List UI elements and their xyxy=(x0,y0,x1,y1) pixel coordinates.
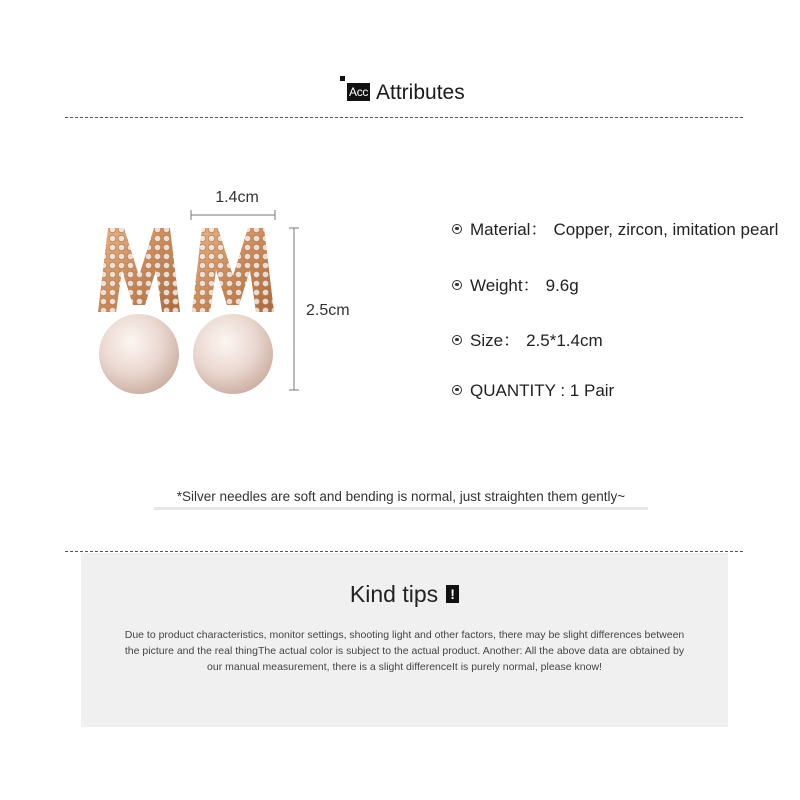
attribute-label: Size： xyxy=(470,331,521,350)
width-dimension-line xyxy=(191,210,275,220)
exclamation-icon: ! xyxy=(446,585,459,603)
attribute-value: Copper, zircon, imitation pearl xyxy=(553,220,779,239)
header-badge: Acc xyxy=(349,85,369,99)
attribute-weight xyxy=(452,275,579,297)
bottom-divider xyxy=(65,551,743,552)
bullet-icon xyxy=(452,224,462,234)
kind-tips-text: Due to product characteristics, monitor settings, shooting light and other factors, there may be slight differences between the picture and the real thingThe actual color is subject to the actual product. Another: All the above data are obtained by our manual measurement, there is a slight differenceIt is purely normal, please know! xyxy=(124,629,685,673)
left-earring xyxy=(98,228,180,394)
attribute-material xyxy=(452,219,778,241)
bullet-icon xyxy=(452,335,462,345)
product-image xyxy=(90,180,370,410)
attribute-label: Weight： xyxy=(470,276,540,295)
silver-needle-note: *Silver needles are soft and bending is normal, just straighten them gently~ xyxy=(154,487,648,510)
attribute-label: Material： xyxy=(470,220,548,239)
kind-tips-title-text: Kind tips xyxy=(349,581,439,607)
attribute-size xyxy=(452,330,603,352)
kind-tips-title xyxy=(81,581,728,608)
width-label: 1.4cm xyxy=(215,189,259,206)
height-label: 2.5cm xyxy=(306,302,350,319)
attribute-value: 2.5*1.4cm xyxy=(526,331,603,350)
bullet-icon xyxy=(452,385,462,395)
attribute-quantity xyxy=(452,380,614,402)
section-title: Attributes xyxy=(376,81,465,104)
right-earring xyxy=(192,228,274,394)
height-dimension-line xyxy=(289,228,299,390)
attribute-value: 9.6g xyxy=(545,276,579,295)
top-divider xyxy=(65,117,743,118)
header-dot xyxy=(340,76,345,81)
attribute-label: QUANTITY : 1 Pair xyxy=(470,381,615,400)
bullet-icon xyxy=(452,280,462,290)
kind-tips-box xyxy=(81,553,728,727)
